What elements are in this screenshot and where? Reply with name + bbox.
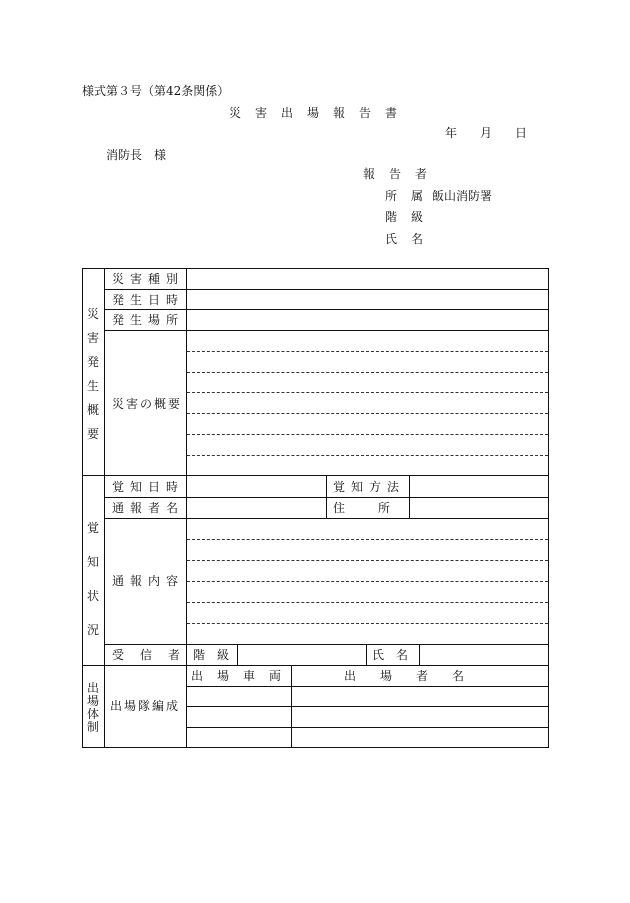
field-receiver-name: 氏 名 xyxy=(372,648,409,662)
content-dash-line xyxy=(187,602,548,603)
date-day: 日 xyxy=(515,126,528,140)
field-disaster-type: 災害種別 xyxy=(112,272,185,286)
col-line xyxy=(419,644,420,665)
affiliation-label: 所属 xyxy=(385,189,438,203)
row-line xyxy=(104,330,549,331)
name-label: 氏名 xyxy=(385,232,438,246)
field-occurrence-place: 発生場所 xyxy=(112,313,185,327)
field-address: 住 所 xyxy=(333,501,394,515)
addressee: 消防長 様 xyxy=(106,148,167,162)
reporter-label: 報告者 xyxy=(363,167,442,181)
field-reporter-name: 通報者名 xyxy=(112,501,185,515)
section-separator-1 xyxy=(82,475,549,476)
field-receiver: 受 信 者 xyxy=(112,648,183,662)
document-title: 災害出場報告書 xyxy=(229,106,412,120)
summary-dash-line xyxy=(187,455,548,456)
row-line xyxy=(186,706,549,707)
section-divider xyxy=(104,268,105,748)
table-border-bottom xyxy=(82,747,549,748)
row-line xyxy=(104,644,549,645)
section-label-disaster-overview: 災 害 発 生 概 要 xyxy=(86,307,99,441)
col-line xyxy=(366,644,367,665)
summary-dash-line xyxy=(187,351,548,352)
content-dash-line xyxy=(187,581,548,582)
form-number: 様式第３号（第42条関係） xyxy=(82,84,230,98)
table-border-top xyxy=(82,268,549,269)
field-receiver-rank: 階 級 xyxy=(193,648,230,662)
field-awareness-method: 覚知方法 xyxy=(333,480,406,494)
row-line xyxy=(104,309,549,310)
date-month: 月 xyxy=(480,126,493,140)
section-label-dispatch: 出 場 体 制 xyxy=(86,681,99,734)
col-line xyxy=(409,475,410,518)
field-disaster-summary: 災害の概要 xyxy=(112,397,183,411)
summary-dash-line xyxy=(187,413,548,414)
field-report-content: 通報内容 xyxy=(112,574,185,588)
report-form-table xyxy=(82,268,549,748)
row-line xyxy=(104,289,549,290)
summary-dash-line xyxy=(187,372,548,373)
date-year: 年 xyxy=(445,126,458,140)
field-dispatch-vehicle: 出 場 車 両 xyxy=(191,669,283,683)
summary-dash-line xyxy=(187,434,548,435)
row-line xyxy=(104,518,549,519)
table-border-right xyxy=(548,268,549,748)
row-line xyxy=(186,686,549,687)
section-label-awareness: 覚 知 状 況 xyxy=(86,521,99,637)
rank-label: 階級 xyxy=(385,210,438,224)
label-divider xyxy=(186,268,187,748)
affiliation-value: 飯山消防署 xyxy=(432,189,493,203)
field-dispatch-person: 出 場 者 名 xyxy=(344,669,465,683)
summary-dash-line xyxy=(187,392,548,393)
content-dash-line xyxy=(187,539,548,540)
content-dash-line xyxy=(187,623,548,624)
field-occurrence-datetime: 発生日時 xyxy=(112,293,185,307)
row-line xyxy=(186,727,549,728)
field-dispatch-unit: 出場隊編成 xyxy=(110,699,181,713)
section-separator-2 xyxy=(82,665,549,666)
col-line xyxy=(237,644,238,665)
col-line xyxy=(326,475,327,518)
field-awareness-datetime: 覚知日時 xyxy=(112,480,185,494)
content-dash-line xyxy=(187,560,548,561)
